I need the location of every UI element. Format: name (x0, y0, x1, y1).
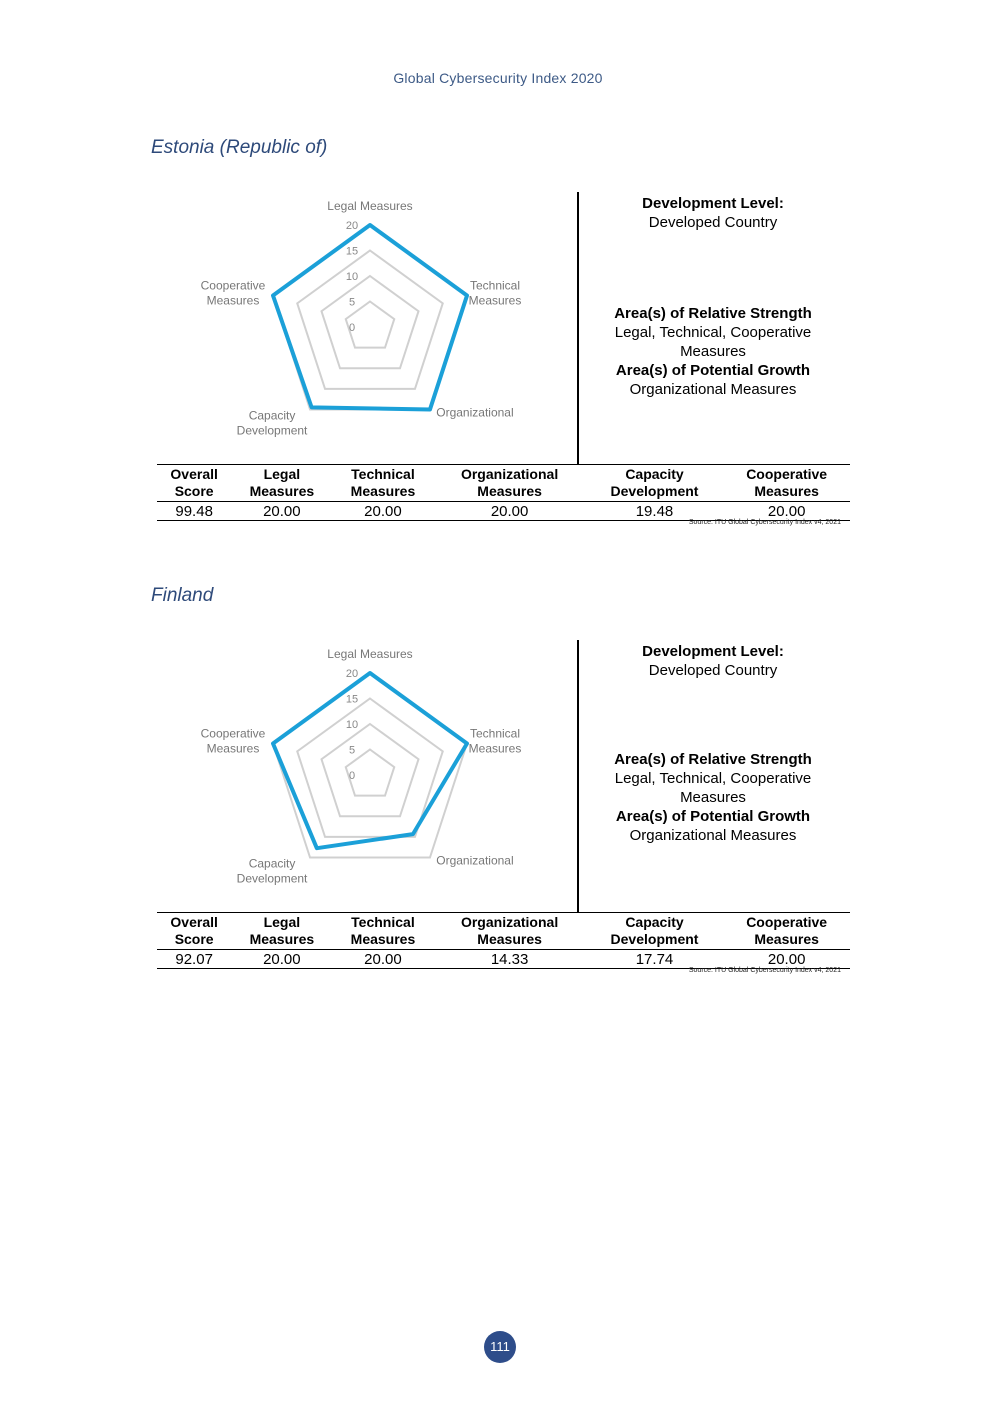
growth-value: Organizational Measures (629, 827, 797, 844)
cooperative-measures-value: 20.00 (767, 951, 806, 968)
tick-label: 10 (345, 719, 359, 731)
axis-label-organizational: Organizational (436, 853, 514, 868)
table-row (157, 950, 850, 969)
strength-label: Area(s) of Relative Strength (614, 305, 812, 322)
axis-label-legal-measures: Legal Measures (327, 647, 413, 661)
tick-label: 5 (348, 296, 356, 309)
divider-line (577, 192, 579, 464)
page-header: Global Cybersecurity Index 2020 (393, 70, 603, 86)
axis-label-technical-measures: Technical Measures (468, 278, 522, 308)
axis-label-organizational: Organizational (436, 405, 514, 420)
technical-measures-value: 20.00 (364, 951, 402, 968)
data-point-legal-measures (369, 224, 372, 227)
axis-label-technical-measures: Technical Measures (468, 726, 522, 756)
info-panel-estonia (585, 194, 841, 399)
strength-value-line1: Legal, Technical, Cooperative (614, 770, 812, 787)
tick-label: 0 (348, 770, 356, 782)
legal-measures-value: 20.00 (263, 951, 301, 968)
capacity-development-value: 19.48 (635, 503, 674, 520)
tick-label: 20 (345, 220, 359, 232)
country-title-finland: Finland (151, 585, 214, 606)
capacity-development-value: 17.74 (635, 951, 674, 968)
grid-ring (321, 276, 418, 368)
data-point-legal-measures (369, 672, 372, 675)
axis-label-capacity-development: Capacity Development (236, 856, 308, 886)
source-note: Source: ITU Global Cybersecurity Index v4, 2021 (688, 967, 841, 974)
data-point-cooperative-measures (271, 742, 274, 745)
organizational-measures-value: 14.33 (490, 951, 529, 968)
header-technical-measures: Technical Measures (350, 466, 416, 499)
overall-score-value: 92.07 (175, 951, 213, 968)
data-point-capacity-development (310, 406, 313, 409)
score-table-estonia (157, 464, 850, 521)
tick-label: 15 (345, 245, 359, 258)
legal-measures-value: 20.00 (263, 503, 301, 520)
cooperative-measures-value: 20.00 (767, 503, 806, 520)
score-table-finland (157, 912, 850, 969)
divider-line (577, 640, 579, 912)
source-note: Source: ITU Global Cybersecurity Index v4, 2021 (688, 519, 841, 526)
header-legal-measures: Legal Measures (249, 914, 315, 947)
data-point-organizational (428, 408, 431, 411)
tick-label: 5 (348, 744, 356, 757)
grid-ring (321, 724, 418, 816)
tick-label: 10 (345, 271, 359, 283)
growth-label: Area(s) of Potential Growth (615, 808, 811, 825)
table-row (157, 502, 850, 521)
technical-measures-value: 20.00 (364, 503, 402, 520)
page-number: 111 (484, 1331, 516, 1363)
strength-value-line1: Legal, Technical, Cooperative (614, 324, 812, 341)
tick-label: 20 (345, 668, 359, 680)
growth-label: Area(s) of Potential Growth (615, 362, 811, 379)
overall-score-value: 99.48 (175, 503, 213, 520)
header-organizational-measures: Organizational Measures (460, 914, 559, 947)
header-legal-measures: Legal Measures (249, 466, 315, 499)
organizational-measures-value: 20.00 (490, 503, 529, 520)
strength-label: Area(s) of Relative Strength (614, 751, 812, 768)
data-point-cooperative-measures (271, 294, 274, 297)
header-overall-score: Overall Score (170, 914, 218, 947)
header-cooperative-measures: Cooperative Measures (746, 466, 828, 499)
table-header-row (157, 913, 850, 950)
axis-label-cooperative-measures: Cooperative Measures (200, 278, 266, 308)
radar-chart-finland (150, 643, 570, 913)
data-point-organizational (411, 833, 414, 836)
table-header-row (157, 465, 850, 502)
tick-label: 15 (345, 693, 359, 706)
header-technical-measures: Technical Measures (350, 914, 416, 947)
development-level-label: Development Level: (642, 643, 784, 660)
axis-label-cooperative-measures: Cooperative Measures (200, 726, 266, 756)
header-overall-score: Overall Score (170, 466, 218, 499)
development-level-value: Developed Country (648, 214, 778, 231)
axis-label-legal-measures: Legal Measures (327, 199, 413, 213)
header-capacity-development: Capacity Development (610, 914, 699, 947)
axis-label-capacity-development: Capacity Development (236, 408, 308, 438)
data-point-capacity-development (315, 847, 318, 850)
header-capacity-development: Capacity Development (610, 466, 699, 499)
radar-chart-estonia (150, 195, 570, 465)
development-level-value: Developed Country (648, 662, 778, 679)
header-cooperative-measures: Cooperative Measures (746, 914, 828, 947)
strength-value-line2: Measures (680, 343, 746, 360)
country-title-estonia: Estonia (Republic of) (151, 137, 328, 158)
development-level-label: Development Level: (642, 195, 784, 212)
info-panel-finland (585, 642, 841, 845)
header-organizational-measures: Organizational Measures (460, 466, 559, 499)
strength-value-line2: Measures (680, 789, 746, 806)
tick-label: 0 (348, 322, 356, 334)
growth-value: Organizational Measures (629, 381, 797, 398)
